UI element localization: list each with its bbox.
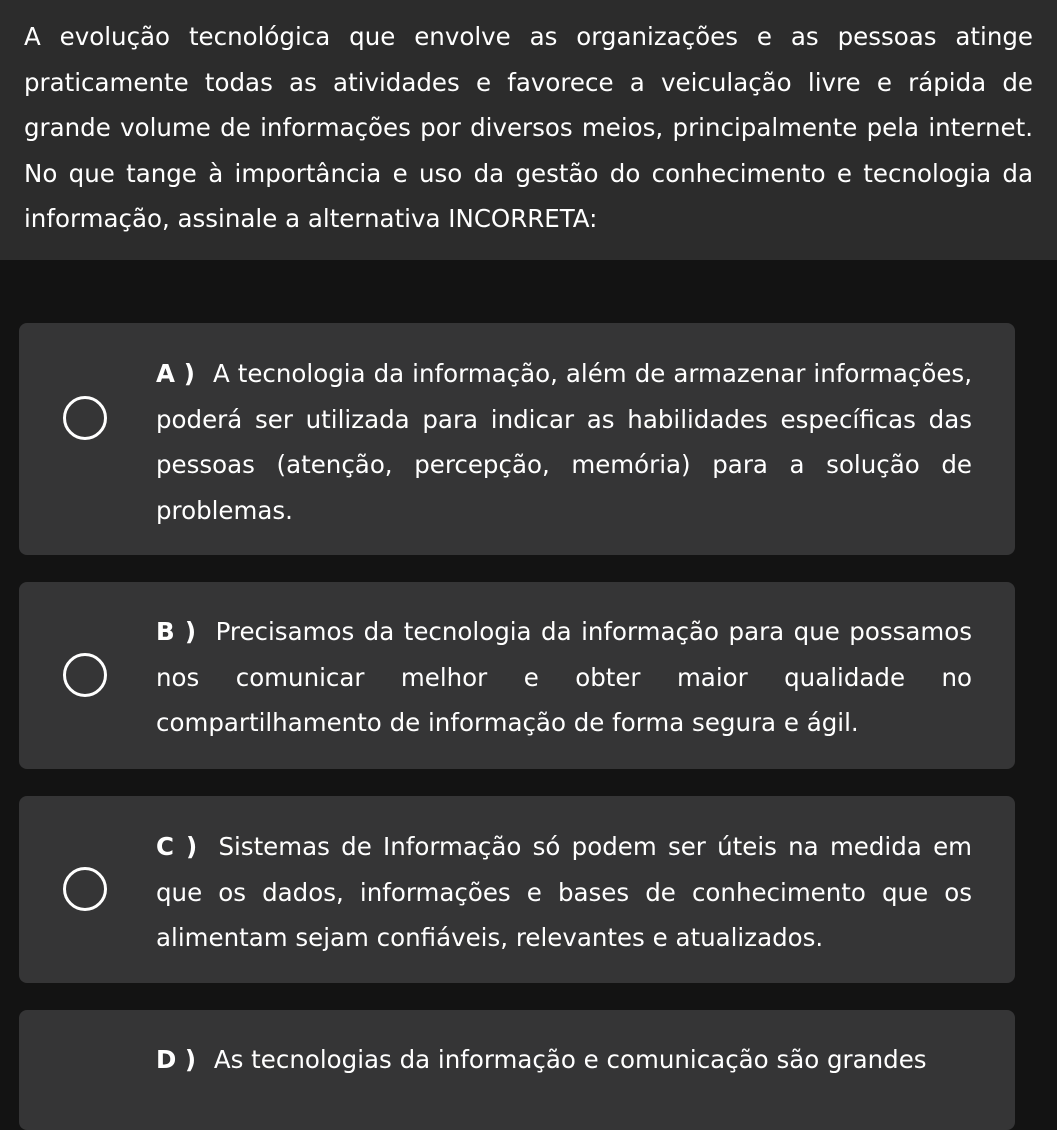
option-b-content	[156, 609, 972, 746]
option-a[interactable]	[19, 323, 1015, 555]
option-b-text: Precisamos da tecnologia da informação para que possamos nos comunicar melhor e obter maior qualidade no compartilhamento de informação de forma segura e ágil.	[156, 617, 972, 737]
option-c-letter: C )	[156, 832, 198, 861]
question-panel	[0, 0, 1057, 260]
option-d-content	[156, 1037, 972, 1083]
radio-button-b[interactable]	[63, 653, 107, 697]
radio-button-a[interactable]	[63, 396, 107, 440]
option-d-text: As tecnologias da informação e comunicação são grandes	[213, 1045, 927, 1074]
option-a-letter: A )	[156, 359, 195, 388]
option-a-content	[156, 351, 972, 533]
option-c[interactable]	[19, 796, 1015, 983]
option-d[interactable]	[19, 1010, 1015, 1130]
option-b-letter: B )	[156, 617, 197, 646]
option-a-text: A tecnologia da informação, além de armazenar informações, poderá ser utilizada para indicar as habilidades específicas das pessoas (atenção, percepção, memória) para a solução de problemas.	[156, 359, 972, 525]
radio-button-c[interactable]	[63, 867, 107, 911]
question-text: A evolução tecnológica que envolve as organizações e as pessoas atinge praticamente todas as atividades e favorece a veiculação livre e rápida de grande volume de informações por diversos meios, principalmente pela internet. No que tange à importância e uso da gestão do conhecimento e tecnologia da informação, assinale a alternativa INCORRETA:	[24, 22, 1033, 233]
option-d-letter: D )	[156, 1045, 197, 1074]
option-c-text: Sistemas de Informação só podem ser úteis na medida em que os dados, informações e bases de conhecimento que os alimentam sejam confiáveis, relevantes e atualizados.	[156, 832, 973, 952]
option-b[interactable]	[19, 582, 1015, 769]
option-c-content	[156, 824, 972, 961]
